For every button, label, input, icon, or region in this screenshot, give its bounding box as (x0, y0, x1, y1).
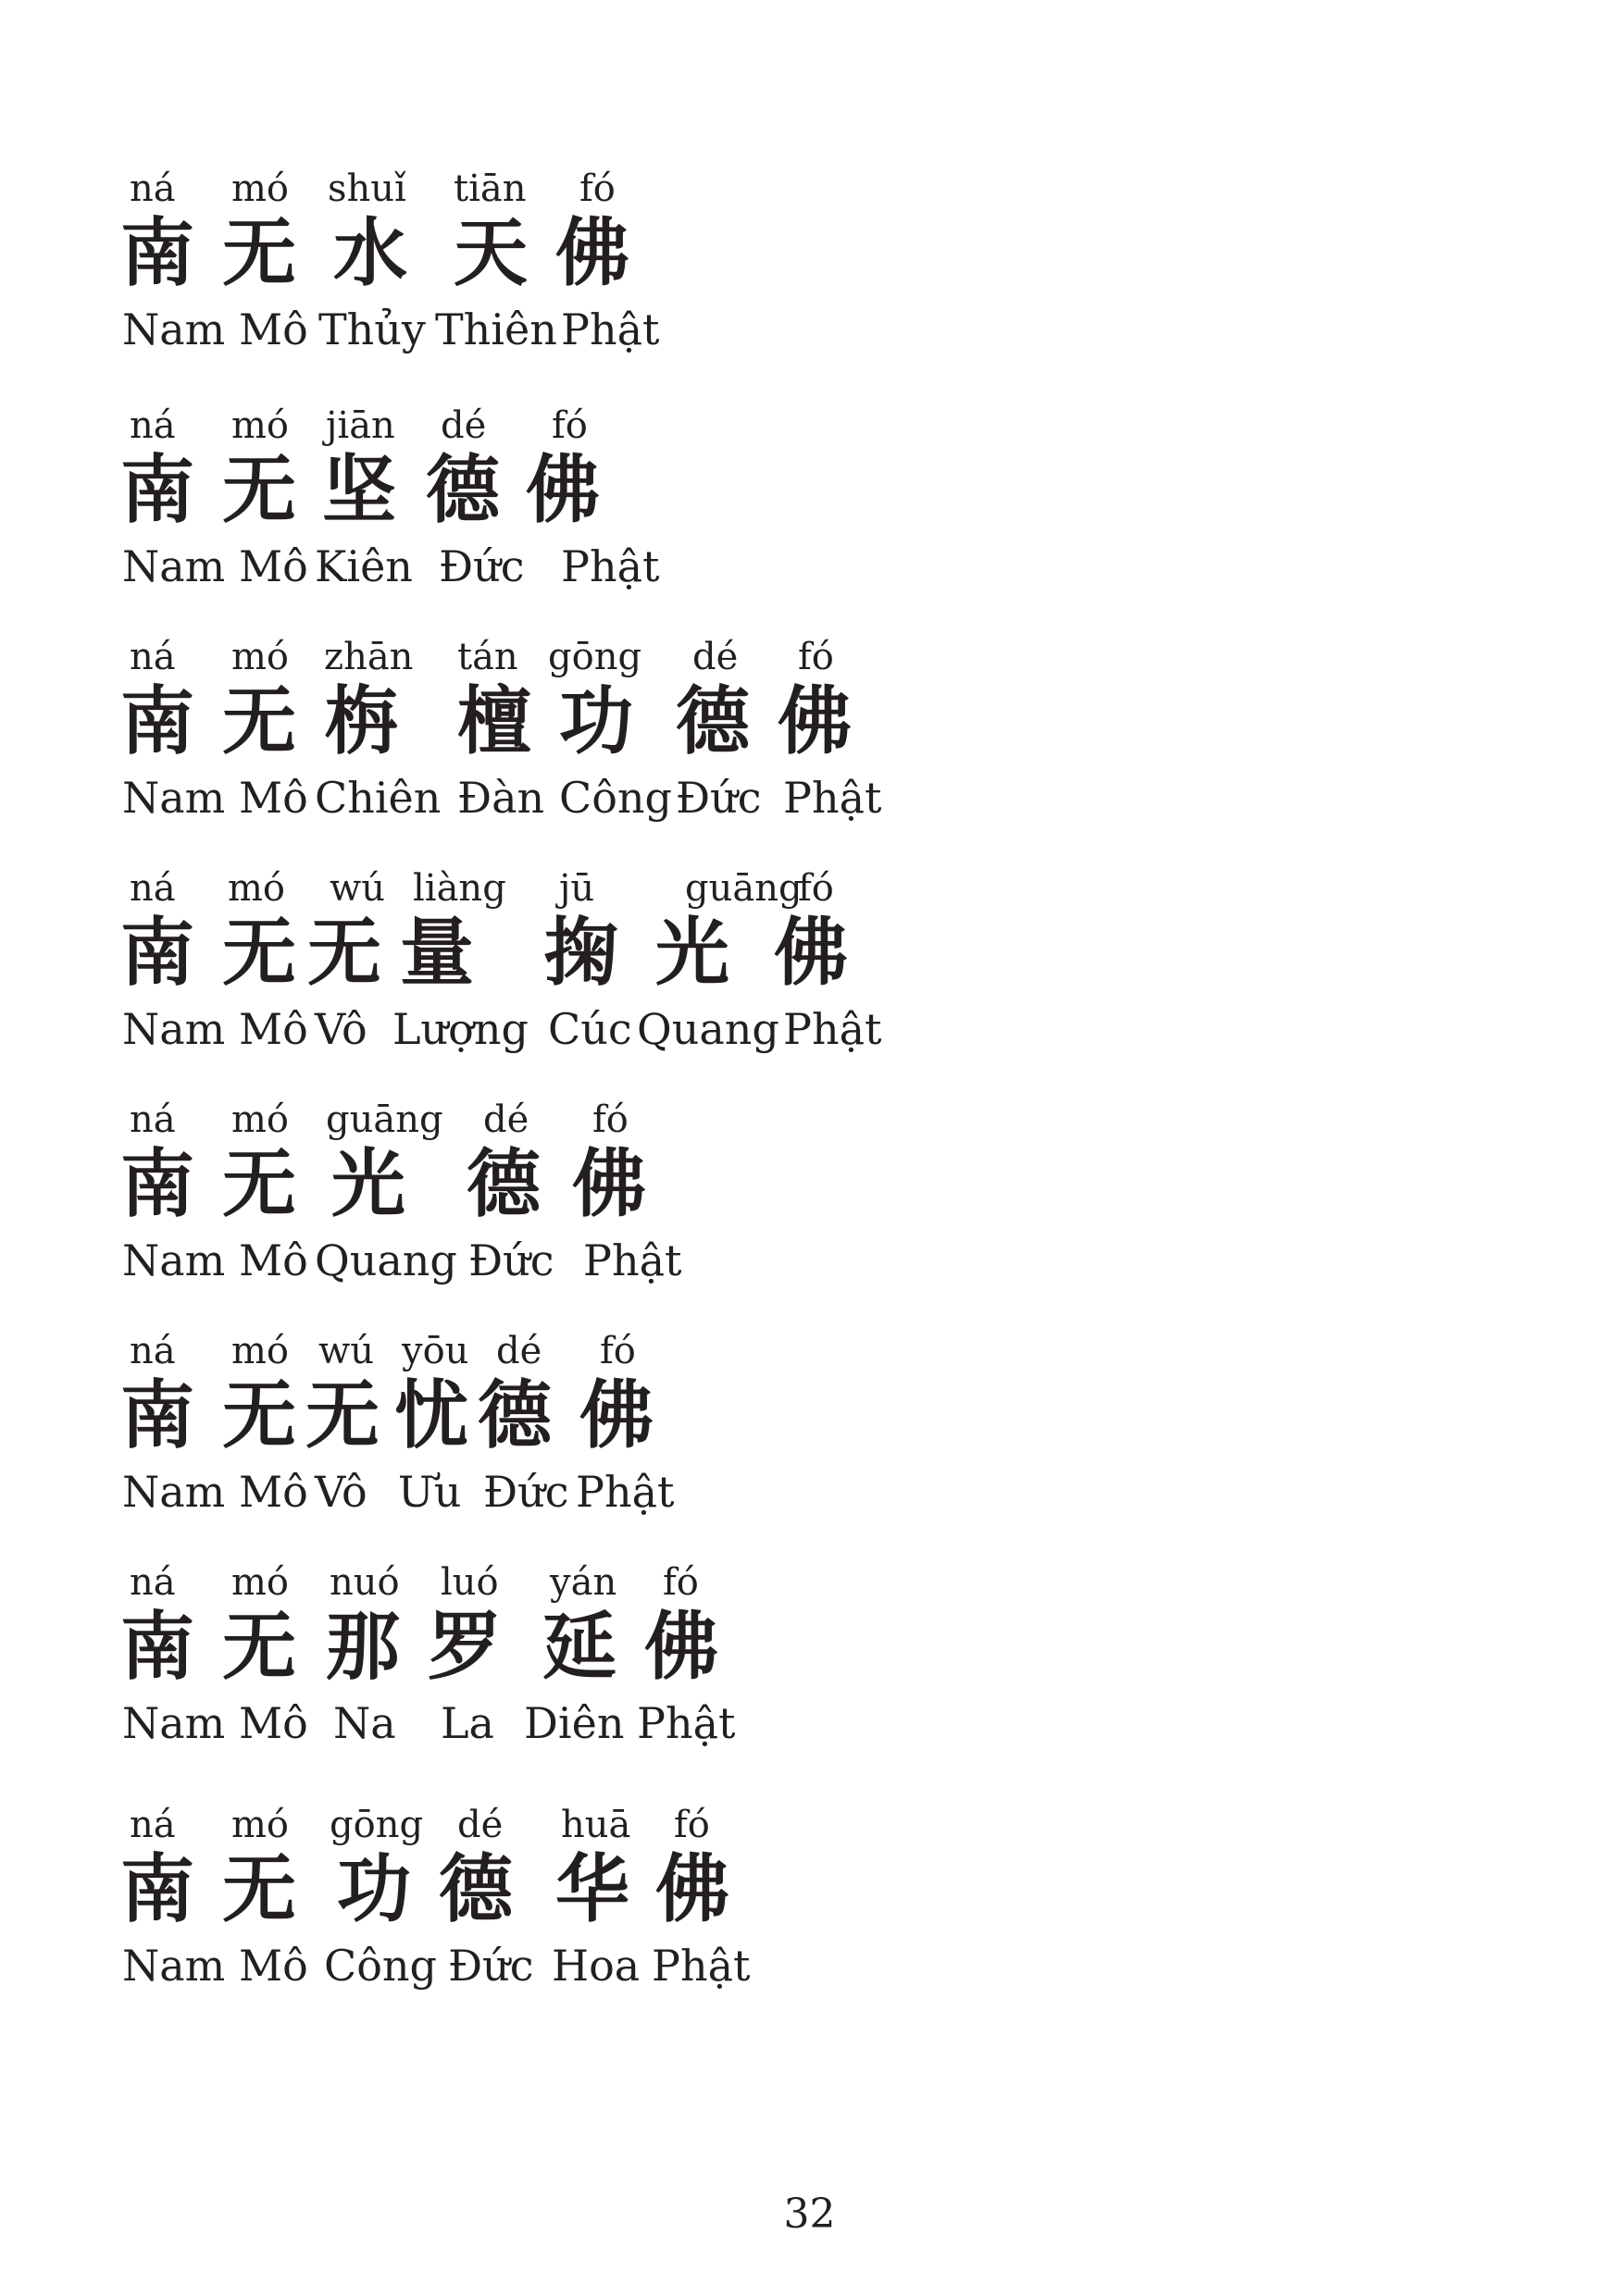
hanzi-character: 南 (120, 447, 194, 533)
page-number: 32 (783, 2191, 836, 2238)
hanzi-character: 无 (222, 678, 296, 764)
hanzi-character: 南 (120, 1846, 194, 1932)
vietnamese-word: Nam (122, 1698, 226, 1748)
hanzi-character: 无 (222, 1846, 296, 1932)
vietnamese-word: Chiên (315, 773, 442, 823)
hanzi-character: 南 (120, 1141, 194, 1227)
vietnamese-word: Mô (239, 1698, 308, 1748)
pinyin-syllable: gōng (330, 1804, 424, 1846)
vietnamese-word: Mô (239, 541, 308, 591)
pinyin-syllable: guāng (685, 867, 803, 910)
vietnamese-word: Hoa (552, 1941, 641, 1991)
hanzi-character: 佛 (644, 1604, 718, 1690)
pinyin-syllable: ná (130, 168, 176, 210)
vietnamese-word: Công (559, 773, 672, 823)
hanzi-character: 佛 (579, 1372, 654, 1458)
pinyin-syllable: mó (231, 1330, 290, 1372)
vietnamese-word: Nam (122, 1235, 226, 1285)
hanzi-character: 光 (331, 1141, 405, 1227)
pinyin-syllable: fó (798, 867, 834, 910)
pinyin-syllable: tán (457, 636, 518, 678)
pinyin-syllable: ná (130, 1561, 176, 1604)
hanzi-character: 德 (676, 678, 750, 764)
hanzi-character: 功 (559, 678, 633, 764)
pinyin-syllable: liàng (413, 867, 506, 910)
pinyin-syllable: mó (231, 168, 290, 210)
hanzi-character: 水 (333, 210, 407, 296)
pinyin-syllable: dé (692, 636, 739, 678)
pinyin-syllable: fó (579, 168, 616, 210)
pinyin-syllable: ná (130, 1330, 176, 1372)
pinyin-syllable: wú (318, 1330, 374, 1372)
hanzi-character: 量 (400, 910, 474, 996)
pinyin-syllable: yán (550, 1561, 617, 1604)
pinyin-syllable: fó (663, 1561, 699, 1604)
pinyin-syllable: mó (231, 1561, 290, 1604)
pinyin-syllable: fó (552, 404, 588, 447)
hanzi-character: 那 (326, 1604, 400, 1690)
hanzi-character: 华 (555, 1846, 629, 1932)
hanzi-character: 栴 (324, 678, 398, 764)
hanzi-character: 坚 (322, 447, 396, 533)
vietnamese-word: Đức (448, 1941, 534, 1991)
pinyin-syllable: ná (130, 867, 176, 910)
hanzi-character: 延 (542, 1604, 616, 1690)
pinyin-syllable: tiān (454, 168, 527, 210)
vietnamese-word: Mô (239, 1467, 308, 1517)
hanzi-character: 无 (222, 1141, 296, 1227)
pinyin-syllable: mó (228, 867, 286, 910)
vietnamese-word: Cúc (548, 1004, 632, 1054)
hanzi-character: 檀 (457, 678, 531, 764)
pinyin-syllable: jū (559, 867, 595, 910)
vietnamese-word: Mô (239, 1004, 308, 1054)
hanzi-character: 佛 (572, 1141, 646, 1227)
hanzi-character: 德 (426, 447, 500, 533)
hanzi-character: 佛 (778, 678, 852, 764)
pinyin-syllable: fó (798, 636, 834, 678)
vietnamese-word: Đức (483, 1467, 569, 1517)
pinyin-syllable: shuǐ (328, 168, 406, 210)
vietnamese-word: Na (333, 1698, 396, 1748)
hanzi-character: 南 (120, 1604, 194, 1690)
vietnamese-word: Nam (122, 773, 226, 823)
pinyin-syllable: zhān (324, 636, 414, 678)
hanzi-character: 佛 (774, 910, 848, 996)
hanzi-character: 无 (307, 910, 381, 996)
pinyin-syllable: guāng (326, 1098, 443, 1141)
pinyin-syllable: fó (600, 1330, 636, 1372)
hanzi-character: 佛 (555, 210, 629, 296)
hanzi-character: 功 (337, 1846, 411, 1932)
vietnamese-word: Nam (122, 1467, 226, 1517)
vietnamese-word: Phật (783, 1004, 882, 1054)
vietnamese-word: Quang (315, 1235, 457, 1285)
pinyin-syllable: mó (231, 404, 290, 447)
pinyin-syllable: dé (496, 1330, 542, 1372)
pinyin-syllable: mó (231, 1098, 290, 1141)
pinyin-syllable: dé (441, 404, 487, 447)
pinyin-syllable: fó (674, 1804, 710, 1846)
vietnamese-word: Vô (315, 1467, 367, 1517)
pinyin-syllable: mó (231, 636, 290, 678)
pinyin-syllable: yōu (402, 1330, 469, 1372)
pinyin-syllable: ná (130, 404, 176, 447)
pinyin-syllable: gōng (548, 636, 642, 678)
hanzi-character: 德 (439, 1846, 513, 1932)
hanzi-character: 佛 (655, 1846, 729, 1932)
pinyin-syllable: jiān (326, 404, 395, 447)
vietnamese-word: Lượng (392, 1004, 529, 1054)
vietnamese-word: Đức (439, 541, 525, 591)
pinyin-syllable: dé (457, 1804, 504, 1846)
vietnamese-word: Phật (652, 1941, 751, 1991)
vietnamese-word: Phật (576, 1467, 675, 1517)
hanzi-character: 罗 (428, 1604, 502, 1690)
vietnamese-word: Mô (239, 773, 308, 823)
vietnamese-word: Phật (561, 541, 660, 591)
pinyin-syllable: ná (130, 636, 176, 678)
vietnamese-word: Phật (637, 1698, 736, 1748)
hanzi-character: 南 (120, 910, 194, 996)
pinyin-syllable: wú (330, 867, 385, 910)
hanzi-character: 德 (478, 1372, 552, 1458)
hanzi-character: 无 (222, 1604, 296, 1690)
vietnamese-word: Đàn (457, 773, 545, 823)
pinyin-syllable: huā (561, 1804, 631, 1846)
pinyin-syllable: mó (231, 1804, 290, 1846)
vietnamese-word: Nam (122, 1941, 226, 1991)
vietnamese-word: Vô (315, 1004, 367, 1054)
vietnamese-word: Công (324, 1941, 437, 1991)
hanzi-character: 掬 (544, 910, 618, 996)
vietnamese-word: Mô (239, 304, 308, 354)
pinyin-syllable: luó (441, 1561, 499, 1604)
hanzi-character: 无 (222, 910, 296, 996)
hanzi-character: 无 (305, 1372, 380, 1458)
vietnamese-word: Nam (122, 1004, 226, 1054)
vietnamese-word: Phật (561, 304, 660, 354)
vietnamese-word: Diên (524, 1698, 625, 1748)
pinyin-syllable: nuó (330, 1561, 400, 1604)
vietnamese-word: Kiên (315, 541, 413, 591)
hanzi-character: 无 (222, 210, 296, 296)
hanzi-character: 德 (467, 1141, 541, 1227)
hanzi-character: 南 (120, 1372, 194, 1458)
hanzi-character: 无 (222, 1372, 296, 1458)
vietnamese-word: Phật (583, 1235, 682, 1285)
pinyin-syllable: ná (130, 1098, 176, 1141)
hanzi-character: 南 (120, 678, 194, 764)
vietnamese-word: Mô (239, 1235, 308, 1285)
vietnamese-word: Phật (783, 773, 882, 823)
vietnamese-word: Thiên (435, 304, 557, 354)
pinyin-syllable: ná (130, 1804, 176, 1846)
vietnamese-word: Đức (468, 1235, 554, 1285)
vietnamese-word: La (441, 1698, 494, 1748)
pinyin-syllable: dé (483, 1098, 529, 1141)
vietnamese-word: Thủy (318, 304, 426, 354)
hanzi-character: 天 (454, 210, 528, 296)
vietnamese-word: Nam (122, 304, 226, 354)
pinyin-syllable: fó (592, 1098, 629, 1141)
hanzi-character: 无 (222, 447, 296, 533)
hanzi-character: 南 (120, 210, 194, 296)
hanzi-character: 光 (655, 910, 729, 996)
vietnamese-word: Ưu (398, 1467, 462, 1517)
vietnamese-word: Đức (676, 773, 762, 823)
vietnamese-word: Mô (239, 1941, 308, 1991)
vietnamese-word: Nam (122, 541, 226, 591)
vietnamese-word: Quang (637, 1004, 779, 1054)
hanzi-character: 忧 (394, 1372, 468, 1458)
hanzi-character: 佛 (526, 447, 600, 533)
